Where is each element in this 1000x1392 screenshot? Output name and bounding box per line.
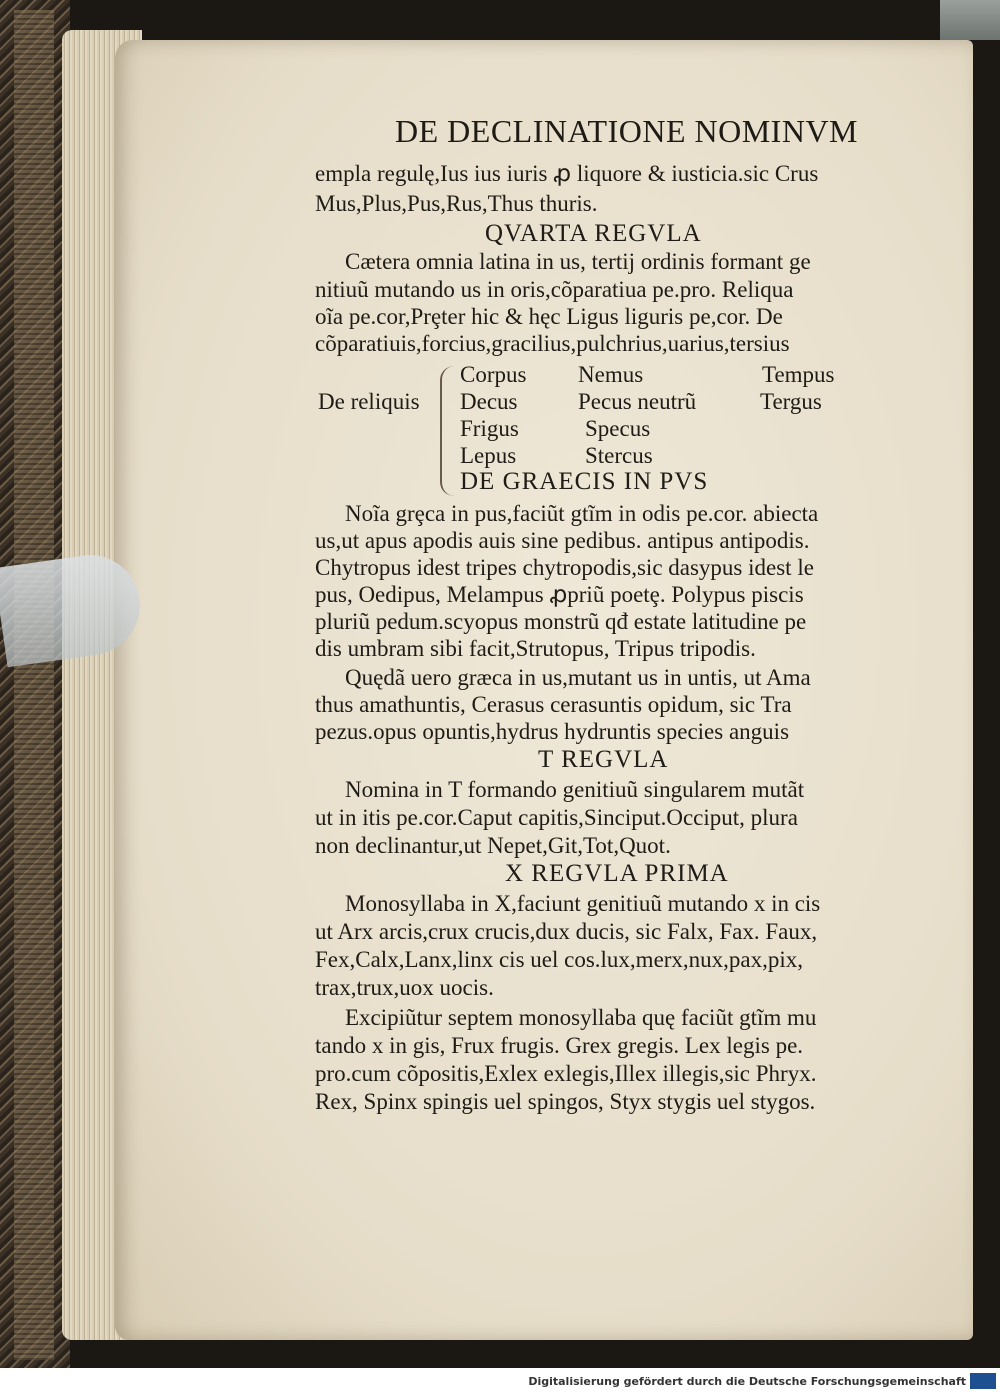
text-line: Excipiũtur septem monosyllaba quę faciũt gtĩm mu <box>345 1005 817 1030</box>
text-line: dis umbram sibi facit,Strutopus, Tripus tripodis. <box>315 636 756 661</box>
text-line: Chytropus idest tripes chytropodis,sic dasypus idest le <box>315 555 814 580</box>
table-cell: Pecus neutrũ <box>578 389 697 414</box>
text-line: ut Arx arcis,crux crucis,dux ducis, sic Falx, Fax. Faux, <box>315 919 818 944</box>
book-spine-edge <box>0 0 70 1370</box>
text-line: nitiuũ mutando us in oris,cõparatiua pe.pro. Reliqua <box>315 277 794 302</box>
text-line: tando x in gis, Frux frugis. Grex gregis. Lex legis pe. <box>315 1033 804 1058</box>
text-line: Noĩa grȩca in pus,faciũt gtĩm in odis pe.cor. abiecta <box>345 501 819 526</box>
text-line: Nomina in T formando genitiuũ singularem mutãt <box>345 777 805 802</box>
text-line: pluriũ pedum.scyopus monstrũ qđ estate latitudine pe <box>315 609 807 634</box>
text-line: pezus.opus opuntis,hydrus hydruntis species anguis <box>315 719 790 744</box>
text-line: ut in itis pe.cor.Caput capitis,Sinciput.Occiput, plura <box>315 805 798 830</box>
footer-credit: Digitalisierung gefördert durch die Deutsche Forschungsgemeinschaft <box>528 1375 966 1388</box>
text-line: Cætera omnia latina in us, tertij ordinis formant ge <box>345 249 811 274</box>
background-corner <box>940 0 1000 40</box>
heading-t-regula: T REGVLA <box>538 746 669 773</box>
text-line: pus, Oedipus, Melampus ꝓpriũ poetȩ. Polypus piscis <box>315 582 804 607</box>
text-line: oĩa pe.cor,Prȩter hic & hęc Ligus liguris pe,cor. De <box>315 304 783 329</box>
running-header: DE DECLINATIONE NOMINVM <box>395 113 858 149</box>
footer-bar <box>0 1368 1000 1392</box>
table-cell: Lepus <box>460 443 517 468</box>
brace-mark <box>440 366 460 496</box>
text-line: non declinantur,ut Nepet,Git,Tot,Quot. <box>315 833 671 858</box>
text-line: Quędã uero græca in us,mutant us in untis, ut Ama <box>345 665 811 690</box>
table-cell: Nemus <box>578 362 644 387</box>
table-cell: Frigus <box>460 416 519 441</box>
table-cell: Tempus <box>762 362 835 387</box>
table-cell: Corpus <box>460 362 527 387</box>
text-line: Fex,Calx,Lanx,linx cis uel cos.lux,merx,nux,pax,pix, <box>315 947 804 972</box>
dfg-logo <box>970 1373 996 1389</box>
text-line: pro.cum cõpositis,Exlex exlegis,Illex illegis,sic Phryx. <box>315 1061 817 1086</box>
heading-x-regula-prima: X REGVLA PRIMA <box>505 860 729 887</box>
text-line: thus amathuntis, Cerasus cerasuntis opidum, sic Tra <box>315 692 792 717</box>
table-cell: Decus <box>460 389 518 414</box>
table-cell: Tergus <box>760 389 822 414</box>
text-line: cõparatiuis,forcius,gracilius,pulchrius,uarius,tersius <box>315 331 790 356</box>
table-left-label: De reliquis <box>318 389 420 414</box>
text-line: Rex, Spinx spingis uel spingos, Styx stygis uel stygos. <box>315 1089 816 1114</box>
text-line: empla regulę,Ius ius iuris ꝓ liquore & iusticia.sic Crus <box>315 161 819 186</box>
table-cell: Specus <box>585 416 651 441</box>
text-line: Monosyllaba in X,faciunt genitiuũ mutando x in cis <box>345 891 821 916</box>
heading-quarta-regula: QVARTA REGVLA <box>485 220 702 247</box>
text-line: Mus,Plus,Pus,Rus,Thus thuris. <box>315 191 598 216</box>
text-line: trax,trux,uox uocis. <box>315 975 494 1000</box>
heading-de-graecis: DE GRAECIS IN PVS <box>460 468 709 495</box>
text-line: us,ut apus apodis auis sine pedibus. antipus antipodis. <box>315 528 810 553</box>
table-cell: Stercus <box>585 443 653 468</box>
